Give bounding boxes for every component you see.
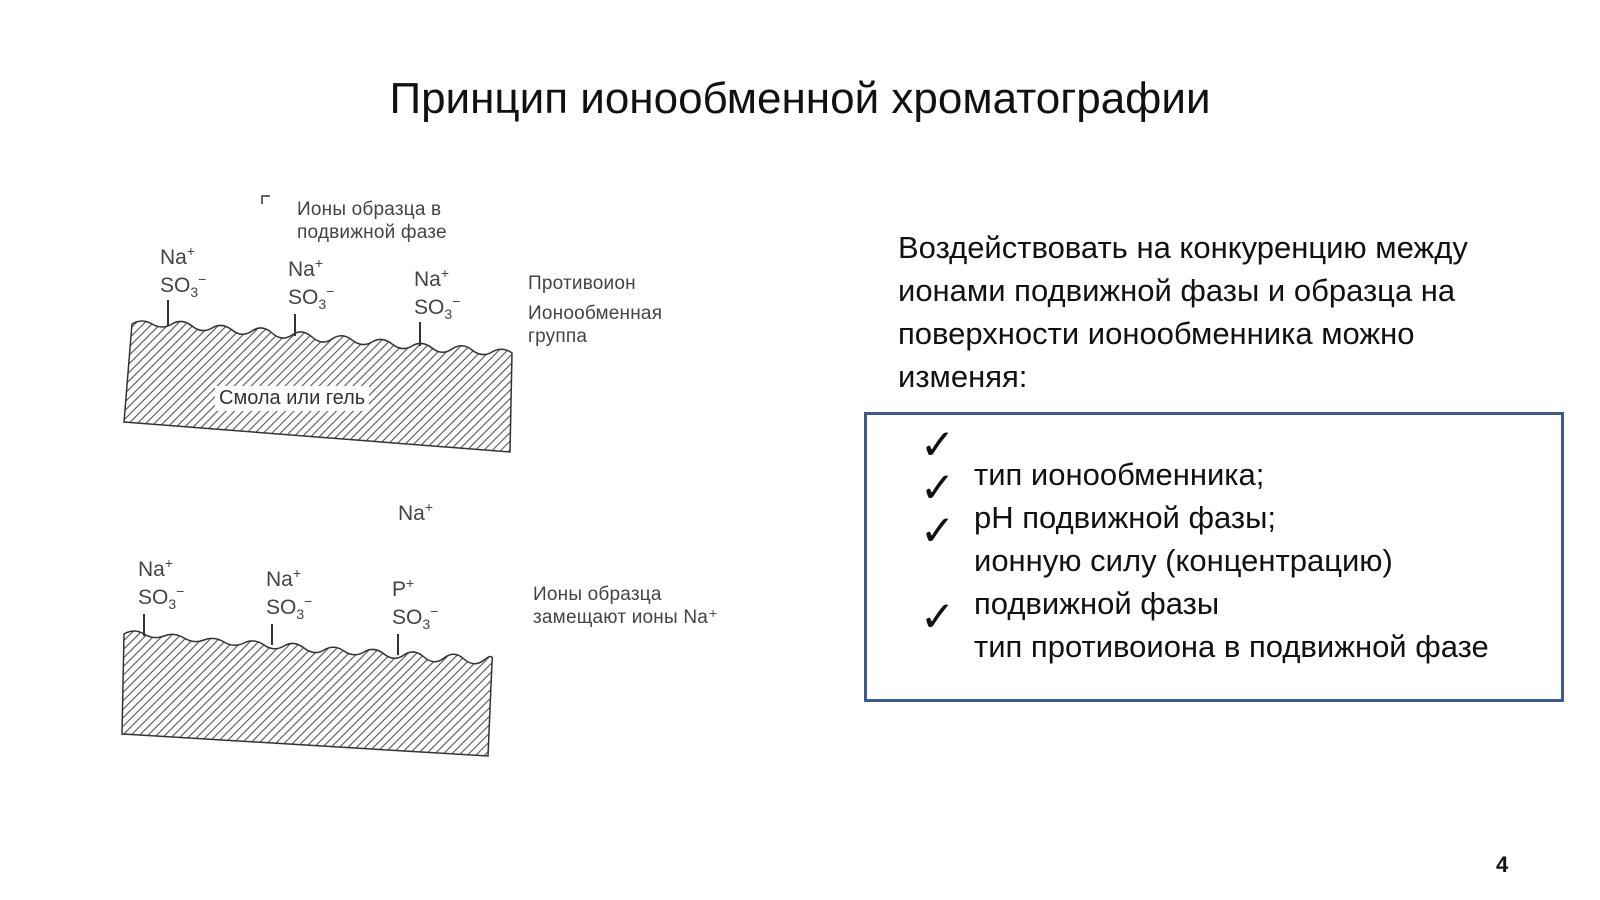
cation: Na <box>414 268 441 291</box>
anion-charge: − <box>176 583 185 599</box>
cation-charge: + <box>164 555 174 571</box>
replace-label-line2: замещают ионы Na⁺ <box>533 607 719 628</box>
cation-charge: + <box>186 243 196 259</box>
anion-subscript: 3 <box>190 284 199 301</box>
anion: SO <box>414 296 445 319</box>
checkmark-icon: ✓ <box>920 592 956 641</box>
cation-charge: + <box>314 255 324 271</box>
anion-charge: − <box>452 293 461 309</box>
resin-block-bottom <box>122 631 492 756</box>
anion-subscript: 3 <box>296 606 305 623</box>
ion-site-top-1 <box>160 244 206 300</box>
slide-title: Принцип ионообменной хроматографии <box>389 74 1211 123</box>
factor-item: тип противоиона в подвижной фазе <box>974 629 1489 664</box>
replace-label <box>533 583 718 629</box>
anion: SO <box>392 606 423 629</box>
anion-subscript: 3 <box>318 296 327 313</box>
intro-line-2: ионами подвижной фазы и образца на <box>898 273 1456 308</box>
ion-site-bottom-1 <box>138 556 184 612</box>
exchange-group-label <box>528 302 662 348</box>
anion: SO <box>160 274 191 297</box>
page-number: 4 <box>1496 852 1509 877</box>
cation-charge: + <box>292 565 302 581</box>
cation-charge: + <box>424 499 434 515</box>
anion-subscript: 3 <box>422 616 431 633</box>
anion: SO <box>266 596 297 619</box>
factor-item: pH подвижной фазы; <box>974 500 1276 535</box>
checkmark-icon: ✓ <box>920 420 956 469</box>
resin-label: Смола или гель <box>215 386 369 411</box>
ion-site-top-2 <box>288 256 334 312</box>
exchange-group-label-line1: Ионообменная <box>528 303 663 324</box>
intro-line-3: поверхности ионообменника можно <box>898 316 1415 351</box>
anion-charge: − <box>430 603 439 619</box>
ion-site-bottom-2 <box>266 566 312 622</box>
factor-item: тип ионообменника; <box>974 457 1265 492</box>
factor-item: ионную силу (концентрацию) <box>974 543 1393 578</box>
bracket-mark <box>262 196 270 204</box>
ion-site-top-3 <box>414 266 460 322</box>
exchange-group-label-line2: группа <box>528 326 588 347</box>
anion-subscript: 3 <box>444 306 453 323</box>
cation-charge: + <box>440 265 450 281</box>
cation: P <box>392 578 407 601</box>
anion: SO <box>288 286 319 309</box>
anion-charge: − <box>326 283 335 299</box>
replace-label-line1: Ионы образца <box>533 584 662 605</box>
anion-charge: − <box>198 271 207 287</box>
checkmark-icon: ✓ <box>920 506 956 555</box>
intro-line-1: Воздействовать на конкуренцию между <box>898 230 1468 265</box>
cation-charge: + <box>406 575 415 591</box>
intro-line-4: изменяя: <box>898 359 1028 394</box>
anion-subscript: 3 <box>168 596 177 613</box>
sample-ions-label <box>297 198 447 244</box>
anion: SO <box>138 586 169 609</box>
factor-item: подвижной фазы <box>974 586 1220 621</box>
anion-charge: − <box>304 593 313 609</box>
cation: Na <box>398 502 425 525</box>
free-na-ion <box>398 500 433 528</box>
ion-site-bottom-3 <box>392 576 438 632</box>
cation: Na <box>138 558 165 581</box>
checkmark-icon: ✓ <box>920 463 956 512</box>
cation: Na <box>160 246 187 269</box>
cation: Na <box>288 258 315 281</box>
factors-list <box>974 453 1489 668</box>
sample-ions-label-line2: подвижной фазе <box>297 222 447 243</box>
intro-paragraph <box>898 226 1538 398</box>
cation: Na <box>266 568 293 591</box>
counterion-label: Противоион <box>528 273 636 294</box>
sample-ions-label-line1: Ионы образца в <box>297 199 442 220</box>
